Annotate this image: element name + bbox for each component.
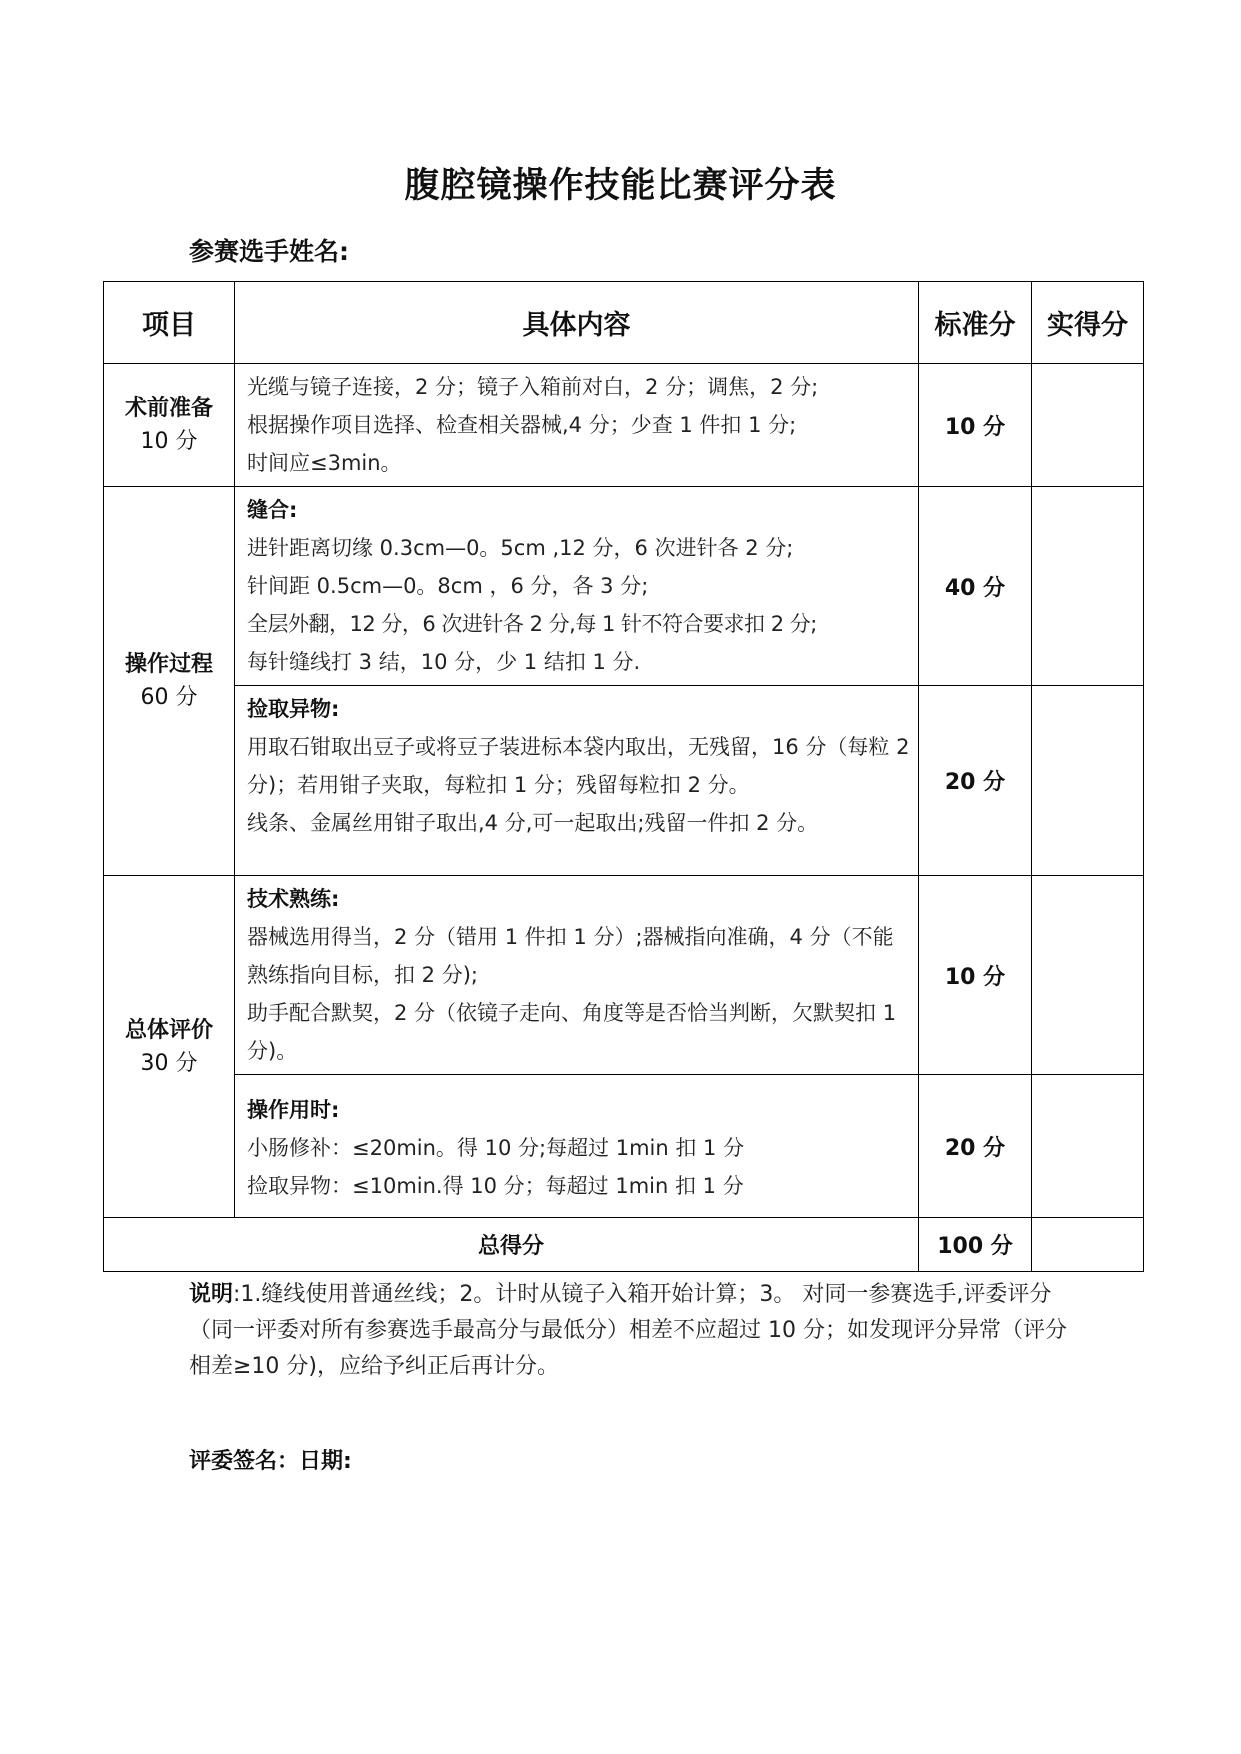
actual-score-cell[interactable]: [1032, 364, 1144, 487]
content-line: 针间距 0.5cm—0。8cm ，6 分，各 3 分;: [247, 574, 649, 598]
standard-score-cell: 10 分: [919, 876, 1032, 1075]
header-item: 项目: [104, 282, 235, 364]
content-line: 小肠修补：≤20min。得 10 分;每超过 1min 扣 1 分: [247, 1136, 745, 1160]
content-line: 用取石钳取出豆子或将豆子装进标本袋内取出，无残留，16 分（每粒 2 分)；若用钳子夹取，每粒扣 1 分；残留每粒扣 2 分。: [247, 735, 910, 797]
total-standard-score: 100 分: [919, 1218, 1032, 1272]
item-cell-preparation: [104, 364, 235, 487]
table-row: [104, 686, 1144, 876]
content-line: 时间应≤3min。: [247, 451, 402, 475]
content-line: 全层外翻，12 分，6 次进针各 2 分,每 1 针不符合要求扣 2 分;: [247, 612, 817, 636]
content-line: 线条、金属丝用钳子取出,4 分,可一起取出;残留一件扣 2 分。: [247, 811, 819, 835]
header-actual-score: 实得分: [1032, 282, 1144, 364]
standard-score-cell: 40 分: [919, 487, 1032, 686]
judge-signature-date: 评委签名：日期:: [189, 1449, 352, 1474]
standard-score-cell: 20 分: [919, 1075, 1032, 1218]
item-points: 10 分: [140, 429, 198, 454]
total-actual-score[interactable]: [1032, 1218, 1144, 1272]
note-label: 说明: [189, 1282, 234, 1307]
content-subtitle: 捡取异物:: [247, 697, 340, 721]
content-line: 根据操作项目选择、检查相关器械,4 分；少查 1 件扣 1 分;: [247, 413, 797, 437]
content-line: 助手配合默契，2 分（依镜子走向、角度等是否恰当判断，欠默契扣 1 分)。: [247, 1001, 897, 1063]
actual-score-cell[interactable]: [1032, 487, 1144, 686]
total-label: 总得分: [104, 1218, 919, 1272]
page-title: 腹腔镜操作技能比赛评分表: [404, 165, 837, 206]
content-subtitle: 技术熟练:: [247, 887, 340, 911]
item-points: 30 分: [140, 1050, 198, 1076]
header-content: 具体内容: [235, 282, 919, 364]
content-line: 进针距离切缘 0.3cm—0。5cm ,12 分，6 次进针各 2 分;: [247, 536, 794, 560]
item-label: 总体评价: [124, 1017, 213, 1043]
item-label: 操作过程: [124, 652, 213, 677]
score-table: [103, 281, 1144, 1272]
explanation-note: [189, 1277, 1069, 1385]
content-cell: [235, 487, 919, 686]
table-row: [104, 487, 1144, 686]
standard-score-cell: 10 分: [919, 364, 1032, 487]
standard-score-cell: 20 分: [919, 686, 1032, 876]
table-row: [104, 364, 1144, 487]
table-header-row: [104, 282, 1144, 364]
actual-score-cell[interactable]: [1032, 876, 1144, 1075]
item-cell-overall: [104, 876, 235, 1218]
content-cell: [235, 686, 919, 876]
content-line: 器械选用得当，2 分（错用 1 件扣 1 分）;器械指向准确，4 分（不能熟练指向目标，扣 2 分);: [247, 925, 894, 987]
contestant-name-label: 参赛选手姓名:: [189, 237, 349, 266]
table-row: [104, 1075, 1144, 1218]
content-cell: [235, 876, 919, 1075]
content-line: 每针缝线打 3 结，10 分，少 1 结扣 1 分.: [247, 650, 641, 674]
actual-score-cell[interactable]: [1032, 686, 1144, 876]
header-standard-score: 标准分: [919, 282, 1032, 364]
content-cell: [235, 364, 919, 487]
actual-score-cell[interactable]: [1032, 1075, 1144, 1218]
item-cell-operation: [104, 487, 235, 876]
total-row: [104, 1218, 1144, 1272]
content-cell: [235, 1075, 919, 1218]
note-text: :1.缝线使用普通丝线；2。计时从镜子入箱开始计算；3。 对同一参赛选手,评委评分（同一评委对所有参赛选手最高分与最低分）相差不应超过 10 分；如发现评分异常（评分相差≥10 分)，应给予纠正后再计分。: [189, 1282, 1067, 1379]
content-subtitle: 操作用时:: [247, 1098, 340, 1122]
item-label: 术前准备: [124, 396, 213, 421]
item-points: 60 分: [140, 685, 198, 710]
content-line: 光缆与镜子连接，2 分；镜子入箱前对白，2 分；调焦，2 分;: [247, 375, 819, 399]
table-row: [104, 876, 1144, 1075]
content-subtitle: 缝合:: [247, 498, 298, 522]
content-line: 捡取异物：≤10min.得 10 分；每超过 1min 扣 1 分: [247, 1174, 744, 1198]
